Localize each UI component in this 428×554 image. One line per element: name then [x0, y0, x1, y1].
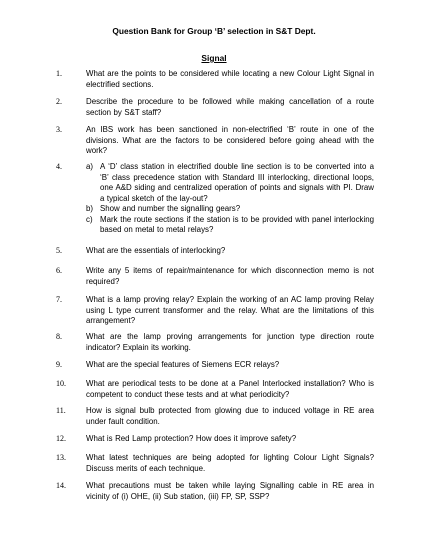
question-number: 6.	[56, 266, 62, 275]
document-title: Question Bank for Group ‘B’ selection in S&T Dept.	[112, 26, 316, 36]
question-number: 13.	[56, 453, 66, 462]
question-text: What is Red Lamp protection? How does it improve safety?	[86, 434, 297, 443]
subpart-text: A ‘D’ class station in electrified double line section is to be converted into a ‘B’ class precedence station with Standard III interlocking, directional loops, one A&D siding and centralized operation of points and signals with PI. Draw a typical sketch of the lay-out?	[100, 162, 374, 203]
subpart-letter: a)	[86, 162, 94, 171]
subpart-letter: b)	[86, 204, 94, 213]
question-text: What latest techniques are being adopted for lighting Colour Light Signals? Discuss merits of each technique.	[86, 453, 374, 473]
question-number: 10.	[56, 379, 66, 388]
question-number: 5.	[56, 246, 62, 255]
subpart-text: Show and number the signalling gears?	[100, 204, 241, 213]
question-subpart	[86, 215, 374, 236]
question-number: 12.	[56, 434, 66, 443]
question-text: What are the essentials of interlocking?	[86, 246, 226, 255]
question-text: What are periodical tests to be done at a Panel Interlocked installation? Who is competent to conduct these tests and at what periodicity?	[86, 379, 374, 399]
question-text: Describe the procedure to be followed while making cancellation of a route section by S&T staff?	[86, 97, 374, 117]
question-subparts	[86, 162, 374, 236]
question-number: 7.	[56, 295, 62, 304]
question-number: 14.	[56, 481, 66, 490]
question-text: Write any 5 items of repair/maintenance for which disconnection memo is not required?	[86, 266, 374, 286]
question-number: 11.	[56, 406, 66, 415]
question-subpart	[86, 204, 374, 215]
subpart-text: Mark the route sections if the station is to be provided with panel interlocking based on metal to metal relays?	[100, 214, 374, 234]
question-number: 4.	[56, 162, 62, 171]
subpart-letter: c)	[86, 214, 93, 224]
question-text: What are the special features of Siemens ECR relays?	[86, 360, 280, 369]
question-number: 9.	[56, 360, 62, 369]
question-text: How is signal bulb protected from glowing due to induced voltage in RE area under fault condition.	[86, 406, 374, 426]
question-subpart	[86, 162, 374, 204]
question-number: 2.	[56, 97, 62, 106]
question-text: What precautions must be taken while laying Signalling cable in RE area in vicinity of (i) OHE, (ii) Sub station, (iii) FP, SP, SSP?	[86, 481, 374, 501]
question-number: 8.	[56, 332, 62, 341]
question-text: What are the lamp proving arrangements for junction type direction route indicator? Explain its working.	[86, 332, 374, 352]
question-number: 3.	[56, 125, 62, 134]
section-heading: Signal	[201, 53, 227, 63]
question-text: What are the points to be considered while locating a new Colour Light Signal in electrified sections.	[86, 69, 374, 89]
question-text: What is a lamp proving relay? Explain the working of an AC lamp proving Relay using L type current transformer and the relay. What are the limitations of this arrangement?	[86, 295, 374, 325]
question-text: An IBS work has been sanctioned in non-electrified ‘B’ route in one of the divisions. What are the factors to be considered before going ahead with the work?	[86, 125, 374, 155]
question-number: 1.	[56, 69, 62, 78]
